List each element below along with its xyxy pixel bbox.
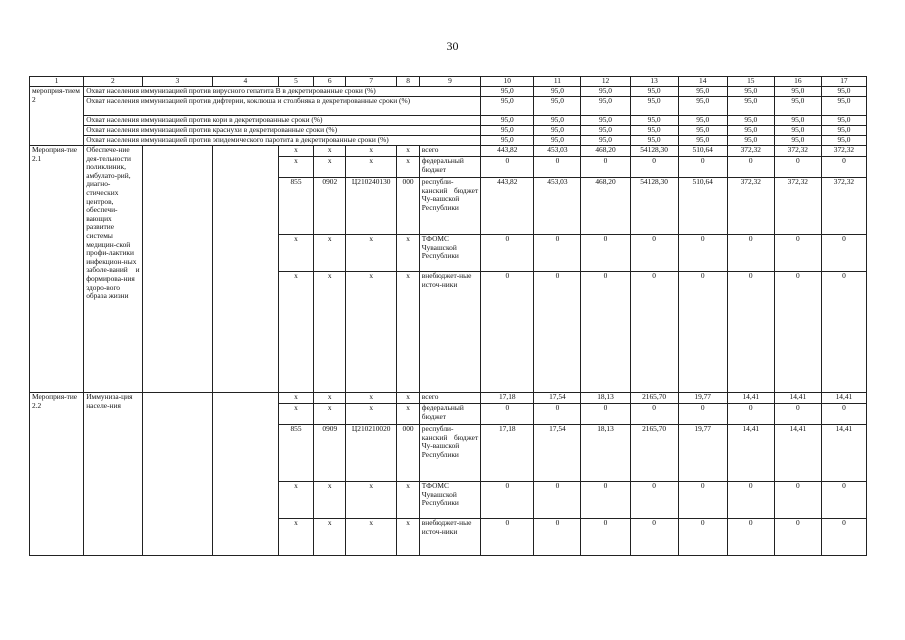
funding-value: 0 [727,235,774,272]
funding-source: федеральный бюджет [419,404,480,425]
funding-value: 19,77 [678,393,727,404]
indicator-value: 95,0 [727,136,774,146]
funding-value: 0 [774,519,821,556]
indicator-value: 95,0 [821,97,866,116]
funding-source: внебюджет-ные источ-ники [419,272,480,393]
indicator-value: 95,0 [630,116,678,126]
code-grbs: x [278,404,314,425]
indicator-row [30,97,867,116]
measure-name: Обеспече-ние дея-тельности поликлиник, амбулато-рий, диагно-стических центров, обеспечи-вающих развитие системы медицин-ской профи-лактики инфекцион-ных заболе-ваний и формирова-ния здоро-вого образа жизни [84,146,142,393]
funding-value: 0 [678,272,727,393]
indicator-value: 95,0 [630,136,678,146]
indicator-value: 95,0 [481,116,534,126]
measure-name: Иммуниза-ция населе-ния [84,393,142,556]
funding-value: 0 [630,404,678,425]
funding-source: федеральный бюджет [419,157,480,178]
indicator-text: Охват населения иммунизацией против дифтерии, коклюша и столбняка в декретированные сроки (%) [84,97,481,116]
funding-value: 0 [678,235,727,272]
code-grbs: x [278,146,314,157]
funding-value: 0 [727,519,774,556]
funding-value: 372,32 [727,178,774,235]
funding-value: 0 [678,519,727,556]
code-section: x [314,235,346,272]
funding-row [30,146,867,157]
code-target: x [346,146,397,157]
indicator-value: 95,0 [774,126,821,136]
funding-value: 0 [630,482,678,519]
header-cell: 9 [419,77,480,87]
code-grbs: 855 [278,425,314,482]
indicator-value: 95,0 [821,116,866,126]
funding-value: 14,41 [727,425,774,482]
funding-value: 18,13 [581,425,630,482]
funding-value: 443,82 [481,146,534,157]
code-expense: x [397,146,420,157]
header-cell: 12 [581,77,630,87]
code-expense: x [397,272,420,393]
group-label: мероприя-тием 2 [30,87,84,146]
header-cell: 4 [213,77,278,87]
funding-source: всего [419,393,480,404]
header-cell: 15 [727,77,774,87]
code-section: x [314,393,346,404]
responsible-cell [142,146,213,393]
indicator-value: 95,0 [581,116,630,126]
funding-value: 0 [534,482,581,519]
indicator-value: 95,0 [481,126,534,136]
header-cell: 7 [346,77,397,87]
indicator-value: 95,0 [678,126,727,136]
funding-value: 372,32 [821,178,866,235]
participants-cell [213,146,278,393]
indicator-value: 95,0 [774,97,821,116]
funding-value: 0 [630,235,678,272]
funding-value: 0 [534,157,581,178]
funding-value: 0 [534,404,581,425]
funding-value: 0 [581,272,630,393]
indicator-value: 95,0 [727,87,774,97]
header-cell: 11 [534,77,581,87]
code-section: x [314,404,346,425]
measure-label: Мероприя-тие 2.1 [30,146,84,393]
funding-value: 510,64 [678,146,727,157]
code-grbs: x [278,482,314,519]
funding-value: 14,41 [727,393,774,404]
funding-value: 0 [678,404,727,425]
funding-value: 468,20 [581,146,630,157]
indicator-value: 95,0 [534,126,581,136]
funding-value: 0 [678,482,727,519]
indicator-value: 95,0 [481,97,534,116]
funding-value: 0 [821,404,866,425]
code-grbs: x [278,157,314,178]
header-row [30,77,867,87]
code-expense: x [397,235,420,272]
indicator-row [30,116,867,126]
funding-value: 0 [481,404,534,425]
funding-value: 19,77 [678,425,727,482]
indicator-value: 95,0 [727,97,774,116]
program-table [29,76,867,556]
indicator-value: 95,0 [581,126,630,136]
code-target: Ц210240130 [346,178,397,235]
code-expense: x [397,519,420,556]
indicator-text: Охват населения иммунизацией против вирусного гепатита В в декретированные сроки (%) [84,87,481,97]
code-expense: x [397,482,420,519]
funding-source: республи-канский бюджет Чу-вашской Республики [419,178,480,235]
funding-value: 0 [481,235,534,272]
funding-source: всего [419,146,480,157]
indicator-value: 95,0 [678,116,727,126]
code-section: x [314,519,346,556]
indicator-value: 95,0 [821,87,866,97]
header-cell: 10 [481,77,534,87]
funding-value: 372,32 [821,146,866,157]
funding-value: 372,32 [774,178,821,235]
funding-value: 0 [630,272,678,393]
header-cell: 8 [397,77,420,87]
page-number: 30 [446,39,459,53]
funding-value: 2165,70 [630,425,678,482]
indicator-value: 95,0 [630,87,678,97]
code-section: 0902 [314,178,346,235]
funding-value: 18,13 [581,393,630,404]
code-section: x [314,272,346,393]
code-expense: x [397,157,420,178]
code-target: x [346,157,397,178]
indicator-value: 95,0 [534,97,581,116]
header-cell: 14 [678,77,727,87]
funding-value: 0 [774,404,821,425]
code-expense: 000 [397,425,420,482]
funding-value: 0 [534,519,581,556]
funding-source: республи-канский бюджет Чу-вашской Республики [419,425,480,482]
code-section: 0909 [314,425,346,482]
header-cell: 5 [278,77,314,87]
indicator-value: 95,0 [534,136,581,146]
funding-value: 0 [821,272,866,393]
funding-value: 0 [774,272,821,393]
indicator-text: Охват населения иммунизацией против краснухи в декретированные сроки (%) [84,126,481,136]
funding-value: 14,41 [821,425,866,482]
funding-value: 0 [481,157,534,178]
responsible-cell [142,393,213,556]
indicator-value: 95,0 [581,136,630,146]
funding-value: 0 [727,272,774,393]
funding-value: 0 [821,157,866,178]
code-expense: x [397,404,420,425]
measure-label: Мероприя-тие 2.2 [30,393,84,556]
indicator-row [30,136,867,146]
indicator-row [30,126,867,136]
funding-value: 372,32 [727,146,774,157]
funding-value: 54128,30 [630,146,678,157]
funding-value: 0 [581,157,630,178]
table-body [30,77,867,556]
funding-value: 17,54 [534,393,581,404]
funding-value: 17,18 [481,425,534,482]
indicator-value: 95,0 [581,97,630,116]
funding-value: 0 [727,157,774,178]
header-cell: 17 [821,77,866,87]
indicator-row [30,87,867,97]
code-grbs: x [278,235,314,272]
header-cell: 16 [774,77,821,87]
header-cell: 1 [30,77,84,87]
indicator-value: 95,0 [630,126,678,136]
funding-value: 0 [727,404,774,425]
funding-value: 0 [481,519,534,556]
indicator-value: 95,0 [821,126,866,136]
code-expense: x [397,393,420,404]
code-target: x [346,272,397,393]
code-section: x [314,157,346,178]
indicator-value: 95,0 [678,87,727,97]
funding-value: 14,41 [774,393,821,404]
header-cell: 13 [630,77,678,87]
funding-value: 14,41 [821,393,866,404]
funding-value: 0 [630,519,678,556]
funding-value: 443,82 [481,178,534,235]
code-grbs: x [278,393,314,404]
header-cell: 3 [142,77,213,87]
funding-value: 0 [774,235,821,272]
funding-value: 17,54 [534,425,581,482]
indicator-value: 95,0 [678,136,727,146]
funding-value: 0 [534,272,581,393]
indicator-value: 95,0 [481,136,534,146]
funding-value: 0 [821,519,866,556]
indicator-text: Охват населения иммунизацией против эпидемического паротита в декретированные сроки (%) [84,136,481,146]
indicator-value: 95,0 [727,126,774,136]
funding-value: 14,41 [774,425,821,482]
code-grbs: x [278,272,314,393]
header-cell: 2 [84,77,142,87]
indicator-value: 95,0 [534,87,581,97]
funding-source: внебюджет-ные источ-ники [419,519,480,556]
funding-source: ТФОМС Чувашской Республики [419,482,480,519]
indicator-value: 95,0 [630,97,678,116]
funding-value: 0 [534,235,581,272]
funding-row [30,393,867,404]
funding-value: 17,18 [481,393,534,404]
indicator-value: 95,0 [774,87,821,97]
indicator-value: 95,0 [727,116,774,126]
code-target: x [346,519,397,556]
funding-value: 0 [678,157,727,178]
funding-value: 2165,70 [630,393,678,404]
funding-value: 468,20 [581,178,630,235]
indicator-text: Охват населения иммунизацией против кори в декретированные сроки (%) [84,116,481,126]
code-grbs: 855 [278,178,314,235]
code-target: x [346,235,397,272]
indicator-value: 95,0 [481,87,534,97]
funding-value: 0 [821,235,866,272]
funding-value: 0 [581,519,630,556]
funding-value: 0 [774,157,821,178]
funding-value: 372,32 [774,146,821,157]
indicator-value: 95,0 [774,116,821,126]
code-target: x [346,482,397,519]
code-expense: 000 [397,178,420,235]
indicator-value: 95,0 [678,97,727,116]
indicator-value: 95,0 [581,87,630,97]
code-grbs: x [278,519,314,556]
funding-value: 0 [581,482,630,519]
code-target: x [346,393,397,404]
indicator-value: 95,0 [821,136,866,146]
code-section: x [314,482,346,519]
code-section: x [314,146,346,157]
funding-value: 54128,30 [630,178,678,235]
header-cell: 6 [314,77,346,87]
participants-cell [213,393,278,556]
funding-value: 0 [630,157,678,178]
indicator-value: 95,0 [774,136,821,146]
funding-value: 510,64 [678,178,727,235]
funding-value: 453,03 [534,178,581,235]
funding-source: ТФОМС Чувашской Республики [419,235,480,272]
code-target: x [346,404,397,425]
funding-value: 453,03 [534,146,581,157]
funding-value: 0 [774,482,821,519]
indicator-value: 95,0 [534,116,581,126]
funding-value: 0 [821,482,866,519]
funding-value: 0 [481,482,534,519]
funding-value: 0 [481,272,534,393]
code-target: Ц210210020 [346,425,397,482]
funding-value: 0 [581,404,630,425]
funding-value: 0 [727,482,774,519]
funding-value: 0 [581,235,630,272]
